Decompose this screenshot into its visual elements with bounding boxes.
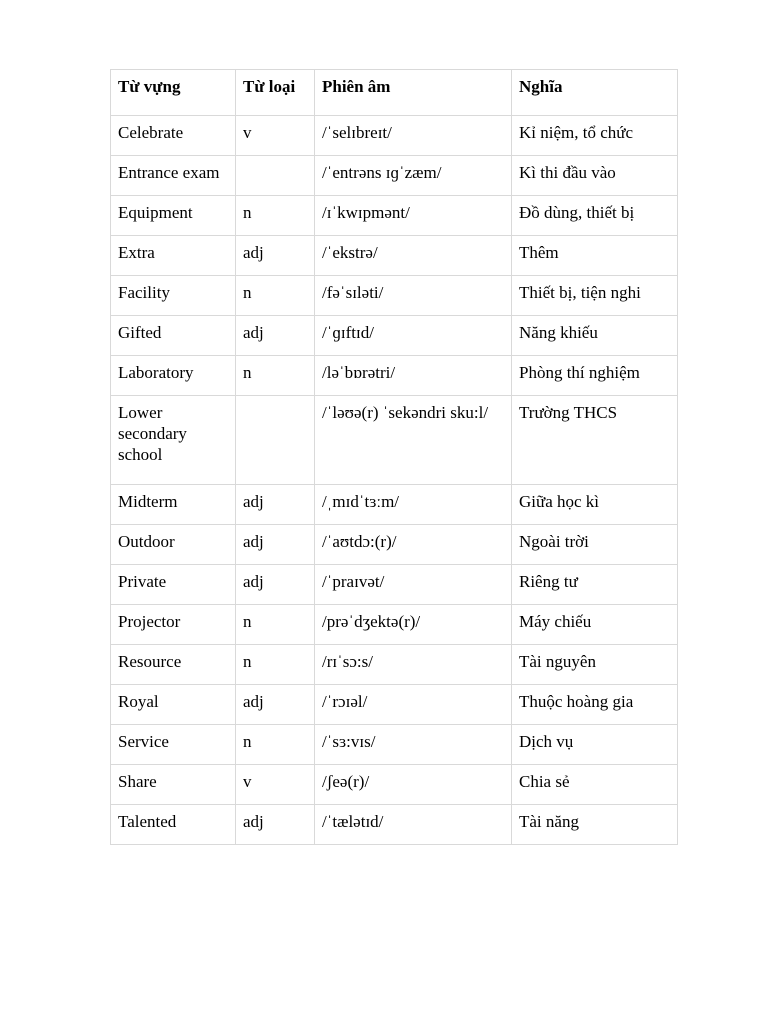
cell-meaning: Riêng tư xyxy=(512,565,678,605)
table-row xyxy=(111,725,678,765)
cell-word-type: n xyxy=(236,645,315,685)
cell-word: Entrance exam xyxy=(111,156,236,196)
table-row xyxy=(111,805,678,845)
cell-meaning: Phòng thí nghiệm xyxy=(512,356,678,396)
cell-word-type: v xyxy=(236,765,315,805)
cell-word: Midterm xyxy=(111,485,236,525)
cell-word-type: adj xyxy=(236,316,315,356)
cell-pronunciation: /rɪˈsɔ:s/ xyxy=(315,645,512,685)
table-row xyxy=(111,565,678,605)
cell-word: Facility xyxy=(111,276,236,316)
vocabulary-table xyxy=(110,69,678,845)
cell-meaning: Thêm xyxy=(512,236,678,276)
cell-word-type: adj xyxy=(236,805,315,845)
cell-word-type: n xyxy=(236,605,315,645)
cell-pronunciation: /fəˈsɪləti/ xyxy=(315,276,512,316)
cell-word: Projector xyxy=(111,605,236,645)
cell-word: Celebrate xyxy=(111,116,236,156)
cell-word: Service xyxy=(111,725,236,765)
cell-pronunciation: /ˈtælətɪd/ xyxy=(315,805,512,845)
cell-word-type: adj xyxy=(236,565,315,605)
cell-meaning: Thiết bị, tiện nghi xyxy=(512,276,678,316)
cell-pronunciation: /ˈaʊtdɔ:(r)/ xyxy=(315,525,512,565)
table-row xyxy=(111,396,678,485)
cell-meaning: Thuộc hoàng gia xyxy=(512,685,678,725)
table-header-row xyxy=(111,70,678,116)
cell-word-type: adj xyxy=(236,485,315,525)
cell-pronunciation: /ˈrɔɪəl/ xyxy=(315,685,512,725)
cell-word: Extra xyxy=(111,236,236,276)
cell-word: Laboratory xyxy=(111,356,236,396)
cell-word-type: n xyxy=(236,725,315,765)
table-row xyxy=(111,645,678,685)
table-row xyxy=(111,196,678,236)
cell-meaning: Tài nguyên xyxy=(512,645,678,685)
cell-meaning: Đồ dùng, thiết bị xyxy=(512,196,678,236)
cell-word: Share xyxy=(111,765,236,805)
table-row xyxy=(111,485,678,525)
cell-word: Private xyxy=(111,565,236,605)
cell-word-type xyxy=(236,156,315,196)
cell-pronunciation: /ˈləʊə(r) ˈsekəndri sku:l/ xyxy=(315,396,512,485)
cell-word-type: v xyxy=(236,116,315,156)
cell-meaning: Chia sẻ xyxy=(512,765,678,805)
cell-meaning: Năng khiếu xyxy=(512,316,678,356)
table-row xyxy=(111,525,678,565)
table-row xyxy=(111,236,678,276)
table-row xyxy=(111,356,678,396)
cell-word: Royal xyxy=(111,685,236,725)
cell-word: Lower secondary school xyxy=(111,396,236,485)
cell-meaning: Ngoài trời xyxy=(512,525,678,565)
cell-pronunciation: /ləˈbɒrətri/ xyxy=(315,356,512,396)
table-row xyxy=(111,116,678,156)
cell-meaning: Trường THCS xyxy=(512,396,678,485)
cell-pronunciation: /ˌmɪdˈtɜːm/ xyxy=(315,485,512,525)
table-row xyxy=(111,685,678,725)
cell-word-type: n xyxy=(236,276,315,316)
cell-word: Gifted xyxy=(111,316,236,356)
cell-meaning: Dịch vụ xyxy=(512,725,678,765)
table-row xyxy=(111,316,678,356)
cell-word: Resource xyxy=(111,645,236,685)
cell-meaning: Kì thi đầu vào xyxy=(512,156,678,196)
table-row xyxy=(111,156,678,196)
cell-meaning: Kỉ niệm, tổ chức xyxy=(512,116,678,156)
cell-pronunciation: /prəˈdʒektə(r)/ xyxy=(315,605,512,645)
table-row xyxy=(111,605,678,645)
table-row xyxy=(111,276,678,316)
cell-pronunciation: /ˈentrəns ɪɡˈzæm/ xyxy=(315,156,512,196)
cell-word-type: adj xyxy=(236,685,315,725)
cell-word-type: n xyxy=(236,356,315,396)
cell-meaning: Giữa học kì xyxy=(512,485,678,525)
cell-pronunciation: /ˈselɪbreɪt/ xyxy=(315,116,512,156)
cell-meaning: Máy chiếu xyxy=(512,605,678,645)
cell-word: Talented xyxy=(111,805,236,845)
header-word-type: Từ loại xyxy=(236,70,315,116)
cell-word-type: adj xyxy=(236,525,315,565)
cell-word: Outdoor xyxy=(111,525,236,565)
cell-pronunciation: /ˈsɜ:vɪs/ xyxy=(315,725,512,765)
cell-pronunciation: /ˈpraɪvət/ xyxy=(315,565,512,605)
header-word: Từ vựng xyxy=(111,70,236,116)
cell-word: Equipment xyxy=(111,196,236,236)
cell-pronunciation: /ˈekstrə/ xyxy=(315,236,512,276)
header-meaning: Nghĩa xyxy=(512,70,678,116)
cell-word-type: n xyxy=(236,196,315,236)
table-row xyxy=(111,765,678,805)
cell-pronunciation: /ʃeə(r)/ xyxy=(315,765,512,805)
cell-pronunciation: /ˈɡɪftɪd/ xyxy=(315,316,512,356)
header-pronunciation: Phiên âm xyxy=(315,70,512,116)
cell-meaning: Tài năng xyxy=(512,805,678,845)
cell-pronunciation: /ɪˈkwɪpmənt/ xyxy=(315,196,512,236)
cell-word-type xyxy=(236,396,315,485)
cell-word-type: adj xyxy=(236,236,315,276)
